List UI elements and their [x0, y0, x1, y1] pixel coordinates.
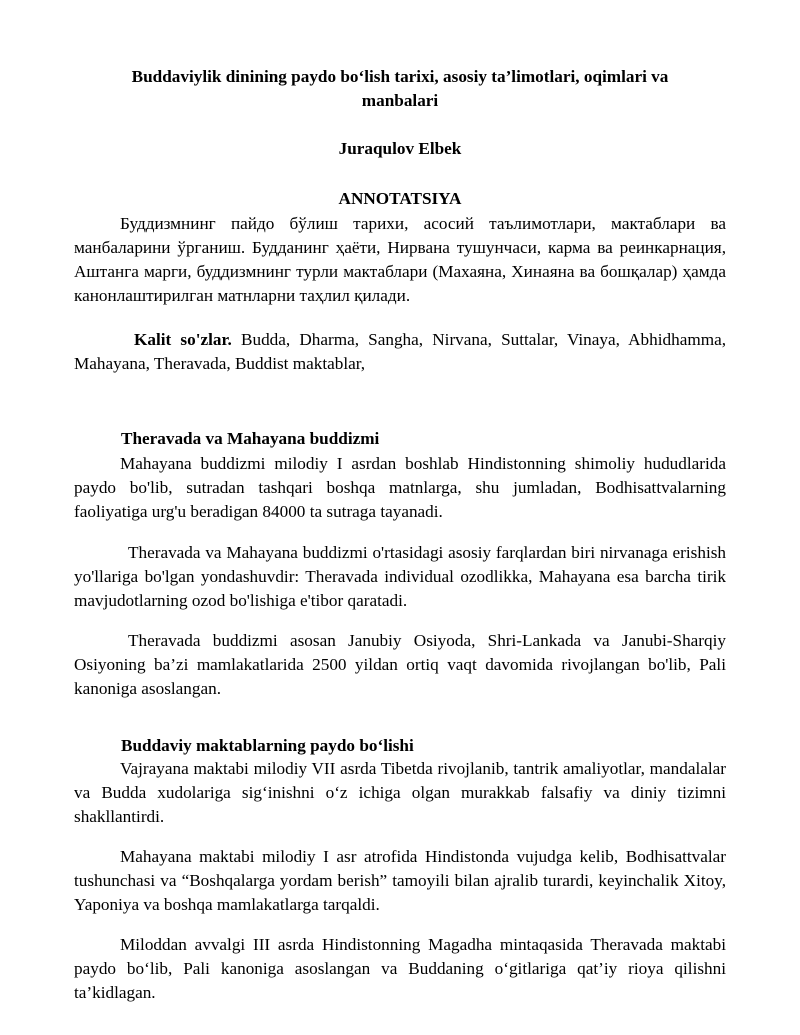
section-heading-theravada-mahayana: Theravada va Mahayana buddizmi — [121, 429, 380, 448]
annotation-paragraph: Буддизмнинг пайдо бўлиш тарихи, асосий таълимотлари, мактаблари ва манбаларини ўрганиш. Будданинг ҳаёти, Нирвана тушунчаси, карма ва реинкарнация, Аштанга марги, буддизмнинг турли мактаблари (Махаяна, Хинаяна ва бошқалар) ҳамда канонлаштирилган матнларни таҳлил қилади. — [74, 214, 726, 305]
paragraph: Theravada va Mahayana buddizmi o'rtasidagi asosiy farqlardan biri nirvanaga erishish yo'llariga bo'lgan yondashuvdir: Theravada individual ozodlikka, Mahayana esa barcha tirik mavjudotlarning ozod bo'lishiga e'tibor qaratadi. — [74, 543, 726, 610]
author-name: Juraqulov Elbek — [338, 139, 462, 158]
document-title: Buddaviylik dinining paydo bo‘lish tarixi, asosiy ta’limotlari, oqimlari va manbalari — [131, 67, 669, 110]
section-heading-buddhist-schools: Buddaviy maktablarning paydo bo‘lishi — [121, 736, 414, 755]
keywords-list: Budda, Dharma, Sangha, Nirvana, Suttalar, Vinaya, Abhidhamma, Mahayana, Theravada, Buddist maktablar, — [74, 330, 727, 373]
paragraph: Mahayana buddizmi milodiy I asrdan boshlab Hindistonning shimoliy hududlarida paydo bo'lib, sutradan tashqari boshqa matnlarga, shu jumladan, Bodhisattvalarning faoliyatiga urg'u beradigan 84000 ta sutraga tayanadi. — [74, 454, 726, 521]
annotation-heading: ANNOTATSIYA — [338, 189, 462, 208]
paragraph: Vajrayana maktabi milodiy VII asrda Tibetda rivojlanib, tantrik amaliyotlar, mandalalar va Budda xudolariga sig‘inishni o‘z ichiga olgan murakkab falsafiy va diniy tizimni shakllantirdi. — [74, 759, 726, 826]
keywords-paragraph — [74, 328, 726, 376]
paragraph: Mahayana maktabi milodiy I asr atrofida Hindistonda vujudga kelib, Bodhisattvalar tushunchasi va “Boshqalarga yordam berish” tamoyili bilan ajralib turardi, keyinchalik Xitoy, Yaponiya va boshqa mamlakatlarga tarqaldi. — [74, 847, 726, 914]
paragraph: Theravada buddizmi asosan Janubiy Osiyoda, Shri-Lankada va Janubi-Sharqiy Osiyoning ba’zi mamlakatlarida 2500 yildan ortiq vaqt davomida rivojlangan bo'lib, Pali kanoniga asoslangan. — [74, 631, 726, 698]
keywords-label: Kalit so'zlar. — [134, 330, 232, 349]
paragraph: Miloddan avvalgi III asrda Hindistonning Magadha mintaqasida Theravada maktabi paydo bo‘lib, Pali kanoniga asoslangan va Buddaning o‘gitlariga qat’iy rioya qilishni ta’kidlagan. — [74, 935, 726, 1002]
